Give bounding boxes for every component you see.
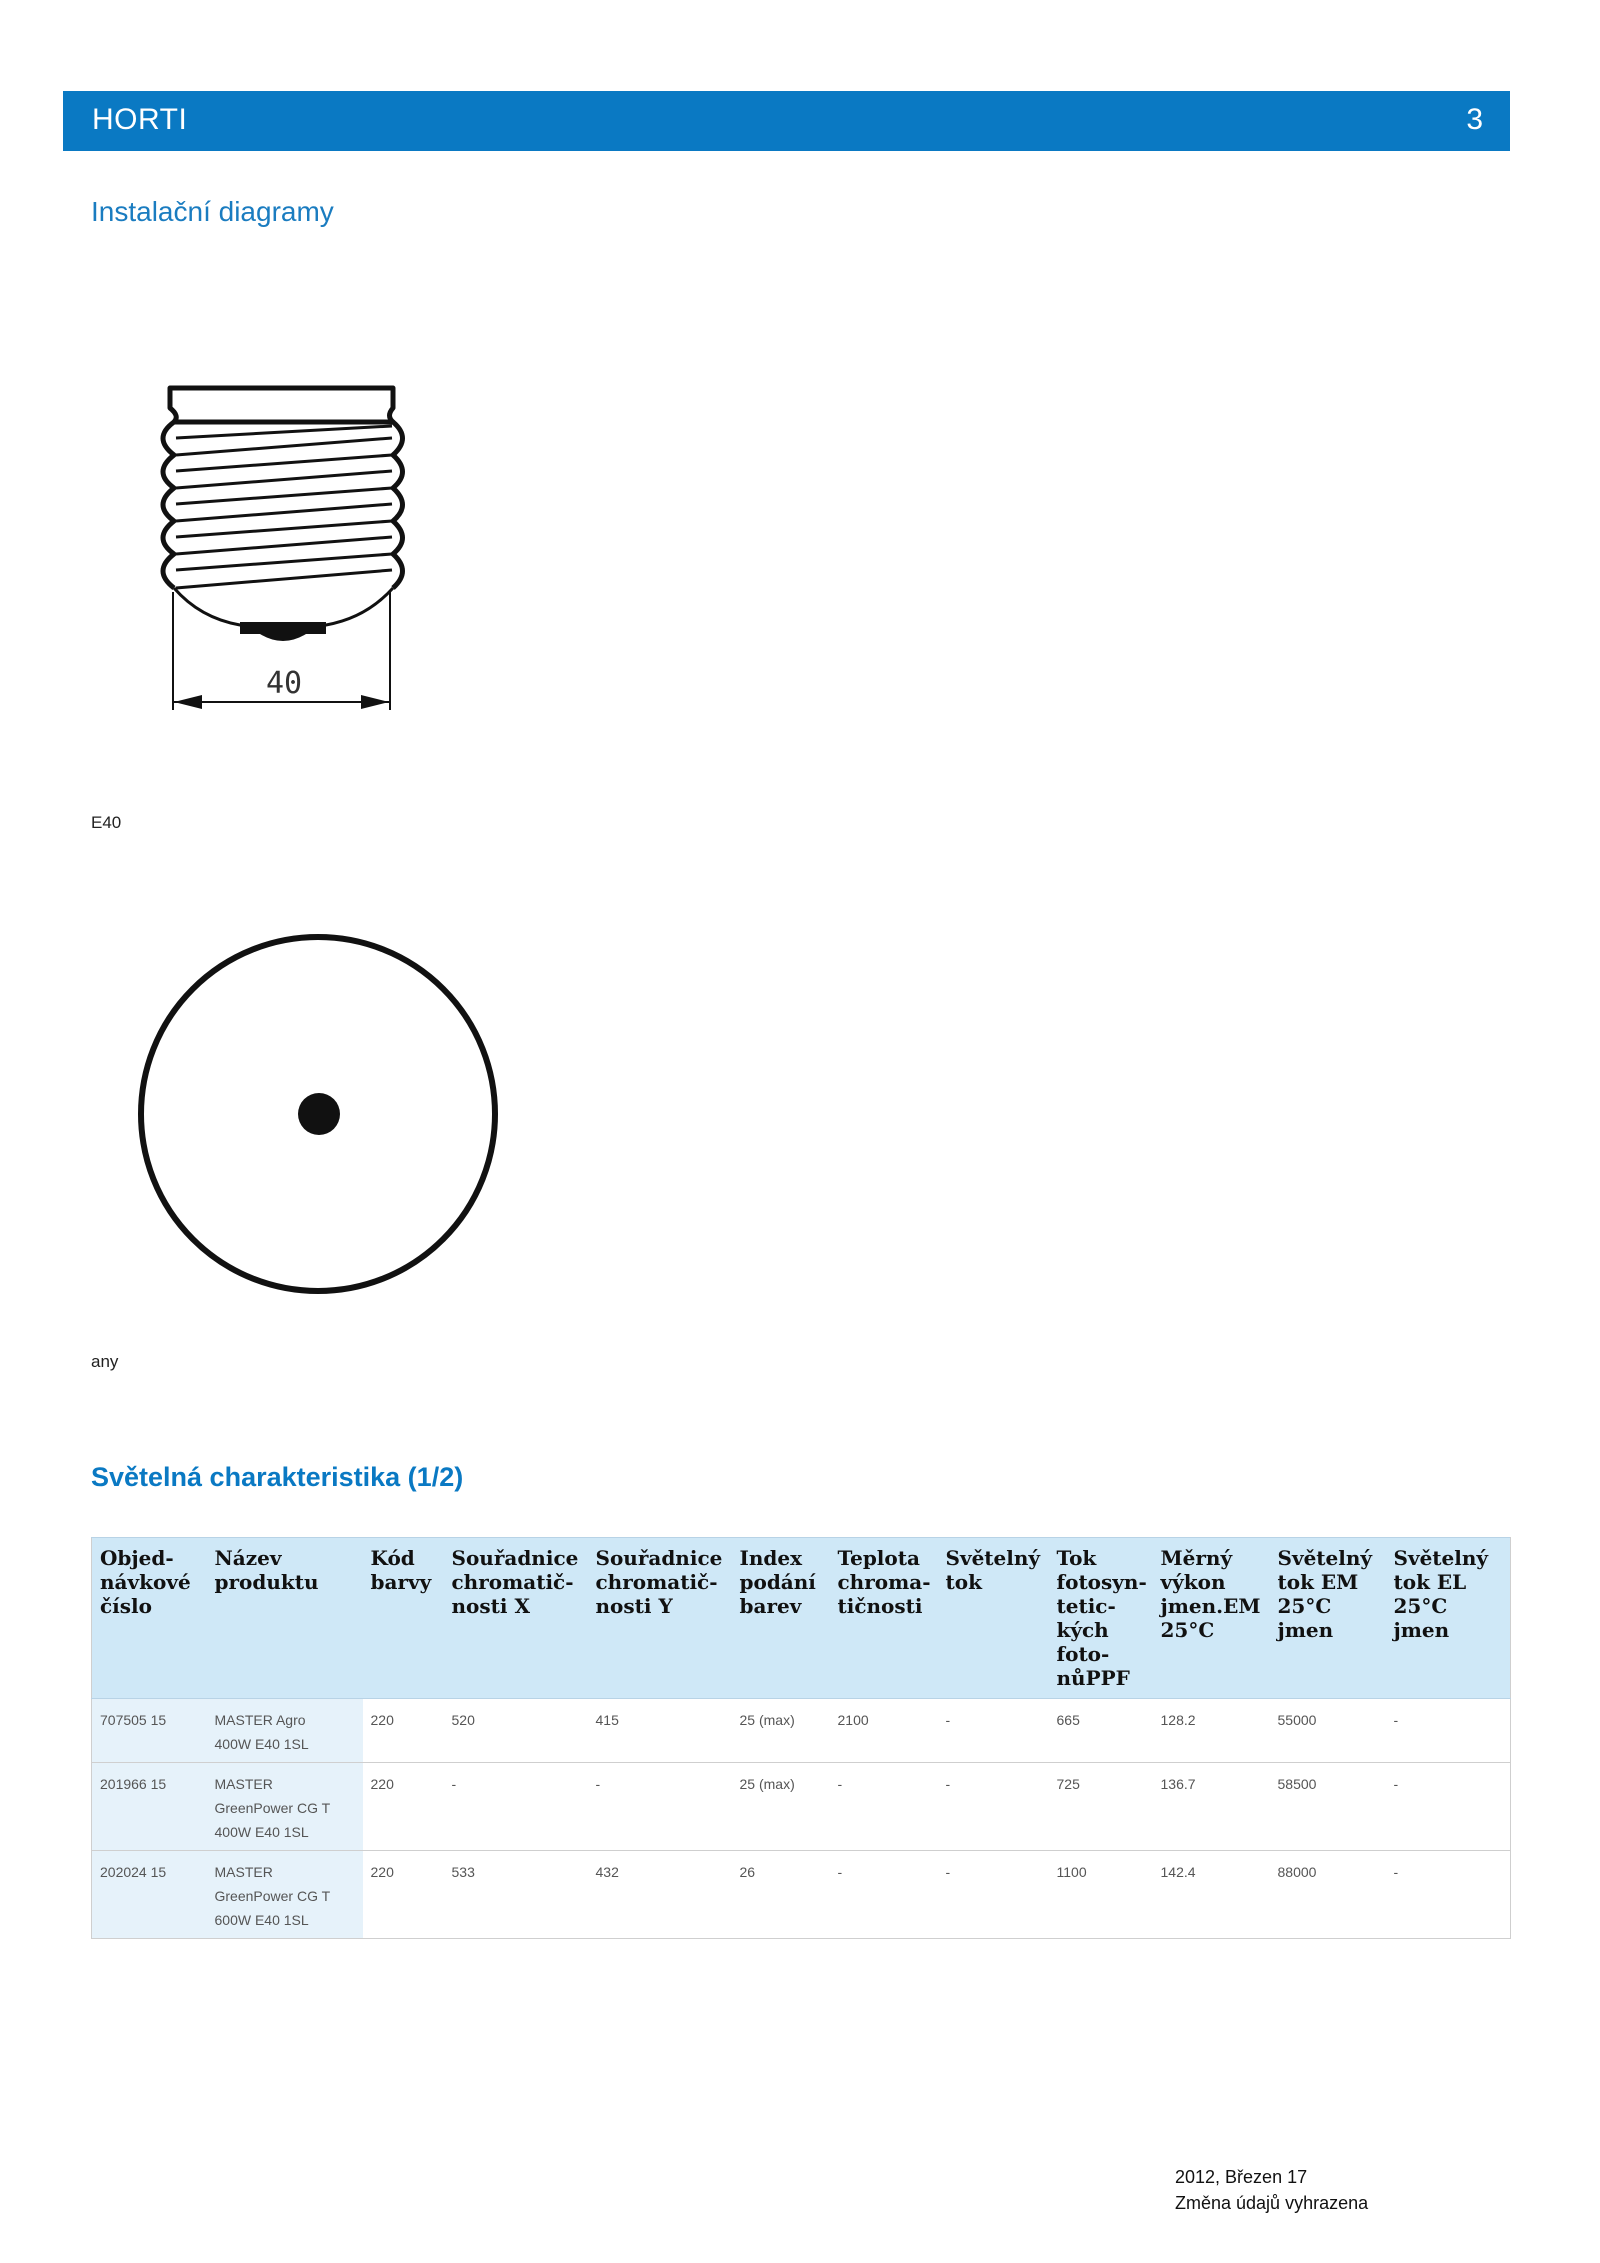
lamp-base-diagram	[160, 380, 420, 720]
header-bar	[63, 91, 1510, 151]
table-cell: 201966 15	[92, 1763, 207, 1851]
header-title: HORTI	[92, 103, 188, 136]
table-cell: MASTER Agro 400W E40 1SL	[207, 1699, 363, 1763]
column-header: Tok fotosyn- tetic- kých foto- nůPPF	[1049, 1538, 1153, 1699]
table-cell: -	[1386, 1763, 1511, 1851]
table-row	[92, 1699, 1511, 1763]
table-cell: 25 (max)	[732, 1699, 830, 1763]
table-title: Světelná charakteristika (1/2)	[91, 1462, 464, 1492]
dimension-label: 40	[265, 666, 303, 701]
table-cell: 220	[363, 1851, 444, 1939]
table-cell: MASTER GreenPower CG T 400W E40 1SL	[207, 1763, 363, 1851]
table-cell: 128.2	[1153, 1699, 1270, 1763]
table-cell: 665	[1049, 1699, 1153, 1763]
table-cell: 533	[444, 1851, 588, 1939]
table-cell: 25 (max)	[732, 1763, 830, 1851]
table-cell: -	[1386, 1851, 1511, 1939]
table-cell: -	[588, 1763, 732, 1851]
diagram-caption-e40: E40	[91, 813, 122, 832]
table-cell: 725	[1049, 1763, 1153, 1851]
table-cell: -	[1386, 1699, 1511, 1763]
table-cell: 136.7	[1153, 1763, 1270, 1851]
table-row	[92, 1763, 1511, 1851]
column-header: Teplota chroma- tičnosti	[830, 1538, 938, 1699]
column-header: Objed- návkové číslo	[92, 1538, 207, 1699]
table-cell: -	[938, 1699, 1049, 1763]
table-cell: 1100	[1049, 1851, 1153, 1939]
table-cell: 432	[588, 1851, 732, 1939]
column-header: Světelný tok EL 25°C jmen	[1386, 1538, 1511, 1699]
table-cell: 220	[363, 1699, 444, 1763]
table-cell: 220	[363, 1763, 444, 1851]
table-row	[92, 1851, 1511, 1939]
column-header: Kód barvy	[363, 1538, 444, 1699]
table-cell: -	[938, 1851, 1049, 1939]
table-cell: 415	[588, 1699, 732, 1763]
column-header: Měrný výkon jmen.EM 25°C	[1153, 1538, 1270, 1699]
table-cell: -	[938, 1763, 1049, 1851]
light-characteristics-table	[91, 1537, 1511, 1939]
column-header: Souřadnice chromatič- nosti X	[444, 1538, 588, 1699]
table-cell: -	[444, 1763, 588, 1851]
table-cell: 142.4	[1153, 1851, 1270, 1939]
column-header: Název produktu	[207, 1538, 363, 1699]
diagram-caption-any: any	[91, 1352, 119, 1371]
table-cell: 26	[732, 1851, 830, 1939]
column-header: Souřadnice chromatič- nosti Y	[588, 1538, 732, 1699]
table-cell: -	[830, 1763, 938, 1851]
table-cell: -	[830, 1851, 938, 1939]
column-header: Světelný tok	[938, 1538, 1049, 1699]
section-title: Instalační diagramy	[91, 196, 334, 227]
table-cell: 202024 15	[92, 1851, 207, 1939]
table-cell: 58500	[1270, 1763, 1386, 1851]
table-cell: 55000	[1270, 1699, 1386, 1763]
footer	[1175, 2164, 1368, 2216]
column-header: Index podání barev	[732, 1538, 830, 1699]
table-cell: 88000	[1270, 1851, 1386, 1939]
column-header: Světelný tok EM 25°C jmen	[1270, 1538, 1386, 1699]
footer-note: Změna údajů vyhrazena	[1175, 2193, 1369, 2213]
footer-date: 2012, Březen 17	[1175, 2167, 1308, 2187]
table-cell: 707505 15	[92, 1699, 207, 1763]
table-cell: 520	[444, 1699, 588, 1763]
table-cell: 2100	[830, 1699, 938, 1763]
table-header-row	[92, 1538, 1511, 1699]
lamp-top-view-diagram	[135, 925, 505, 1295]
page-number: 3	[1466, 103, 1483, 136]
table-cell: MASTER GreenPower CG T 600W E40 1SL	[207, 1851, 363, 1939]
